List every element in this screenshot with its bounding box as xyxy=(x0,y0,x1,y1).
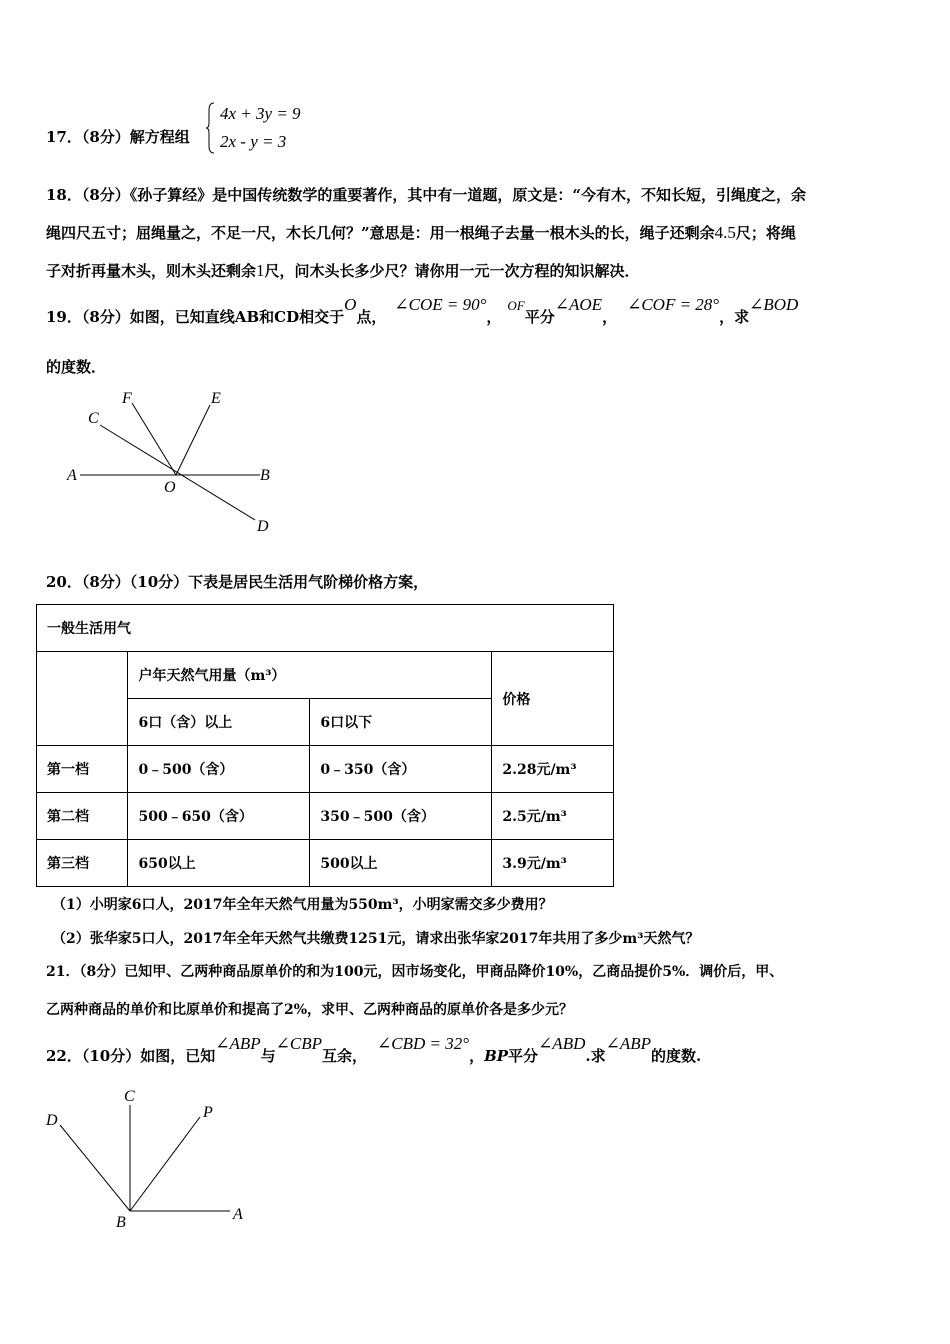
q19-text-1: 19．（8分）如图，已知直线AB和CD相交于 xyxy=(46,308,345,326)
label-a: A xyxy=(67,467,77,484)
label-c: C xyxy=(124,1088,135,1105)
q19-sep-1: ， xyxy=(486,308,502,326)
q18-text-3b: 尺，问木头长多少尺？请你用一元一次方程的知识解决． xyxy=(264,262,640,280)
tier-cell: 第一档 xyxy=(37,746,128,793)
table-row xyxy=(37,840,614,887)
question-19-line-2 xyxy=(46,348,106,386)
range-a-cell: 500﹣650（含） xyxy=(128,793,310,840)
table-row xyxy=(37,746,614,793)
label-b: B xyxy=(116,1214,126,1231)
q18-text-2a: 绳四尺五寸；屈绳量之，不足一尺，木长几何？”意思是：用一根绳子去量一根木头的长，绳子还剩余 xyxy=(46,224,715,242)
q19-text-3: 平分 xyxy=(524,308,555,326)
price-cell: 2.5元/m³ xyxy=(492,793,614,840)
question-21-line-2 xyxy=(46,991,573,1029)
q19-text-2: 点， xyxy=(356,308,387,326)
label-p: P xyxy=(203,1104,213,1121)
ray-of xyxy=(132,403,176,475)
q22-angle-cbd: ∠CBD = 32° xyxy=(377,1034,470,1053)
q22-text-6: .求 xyxy=(585,1047,606,1065)
equation-2: 2x - y = 3 xyxy=(220,132,287,151)
question-18-line-1 xyxy=(46,176,806,214)
q17-prefix: 17．（8分）解方程组 xyxy=(46,128,190,146)
tier-cell: 第三档 xyxy=(37,840,128,887)
label-b: B xyxy=(260,467,270,484)
q19-point-o: O xyxy=(344,295,357,314)
range-b-cell: 350﹣500（含） xyxy=(310,793,492,840)
q19-angle-bod: ∠BOD xyxy=(749,295,799,314)
q22-text-1: 22．（10分）如图，已知 xyxy=(46,1047,216,1065)
q19-text-4: ，求 xyxy=(719,308,750,326)
label-d: D xyxy=(46,1112,58,1129)
q22-text-2: 与 xyxy=(260,1047,276,1065)
label-a: A xyxy=(233,1206,243,1223)
q22-angle-abp: ∠ABP xyxy=(215,1034,261,1053)
q19-angle-coe: ∠COE = 90° xyxy=(394,295,487,314)
q22-ray-bp: BP xyxy=(484,1047,509,1065)
question-21-line-1 xyxy=(46,953,783,991)
q22-angle-cbp: ∠CBP xyxy=(275,1034,323,1053)
q19-sep-2: ， xyxy=(602,308,618,326)
label-c: C xyxy=(88,410,99,427)
q22-angle-abp-2: ∠ABP xyxy=(605,1034,651,1053)
question-20-title xyxy=(46,563,428,601)
price-cell: 2.28元/m³ xyxy=(492,746,614,793)
tier-cell: 第二档 xyxy=(37,793,128,840)
q18-number-1: 1 xyxy=(256,261,265,280)
q19-angle-aoe: ∠AOE xyxy=(554,295,603,314)
q22-text-4: ， xyxy=(469,1047,485,1065)
figure-22-lines xyxy=(40,1085,260,1235)
table-header: 一般生活用气 xyxy=(37,605,614,652)
col-six-or-more: 6口（含）以上 xyxy=(128,699,310,746)
price-cell: 3.9元/m³ xyxy=(492,840,614,887)
label-d: D xyxy=(257,518,269,535)
q18-number-4-5: 4.5 xyxy=(714,223,736,242)
q22-angle-abd: ∠ABD xyxy=(538,1034,586,1053)
label-e: E xyxy=(211,390,221,407)
range-b-cell: 0﹣350（含） xyxy=(310,746,492,793)
label-o: O xyxy=(164,479,176,496)
q18-text-3a: 子对折再量木头，则木头还剩余 xyxy=(46,262,257,280)
q22-text-5: 平分 xyxy=(508,1047,539,1065)
table-empty-cell xyxy=(37,652,128,746)
q20-sub-2: （2）张华家5口人，2017年全年天然气共缴费1251元，请求出张华家2017年共用了多少m³天然气？ xyxy=(52,931,700,947)
ray-bp xyxy=(130,1117,200,1211)
usage-header-text: 户年天然气用量（m³） xyxy=(138,668,286,684)
question-18-line-2 xyxy=(46,214,796,252)
system-brace-icon xyxy=(205,102,215,154)
range-a-cell: 0﹣500（含） xyxy=(128,746,310,793)
question-22 xyxy=(46,1034,702,1075)
ray-oe xyxy=(176,405,210,475)
question-17 xyxy=(46,118,190,156)
col-under-six: 6口以下 xyxy=(310,699,492,746)
q20-title-text: 20．（8分）（10分）下表是居民生活用气阶梯价格方案， xyxy=(46,573,429,591)
q21-text-2: 乙两种商品的单价和比原单价和提高了2%，求甲、乙两种商品的原单价各是多少元？ xyxy=(46,1002,574,1018)
gas-price-table xyxy=(36,604,614,887)
ray-bd xyxy=(60,1125,130,1211)
table-row xyxy=(37,793,614,840)
q19-angle-cof: ∠COF = 28° xyxy=(627,295,720,314)
price-header: 价格 xyxy=(492,652,614,746)
q20-sub-1: （1）小明家6口人，2017年全年天然气用量为550m³，小明家需交多少费用？ xyxy=(52,897,553,913)
range-a-cell: 650以上 xyxy=(128,840,310,887)
q18-text-2b: 尺；将绳 xyxy=(735,224,796,242)
q18-text-1: 18．（8分）《孙子算经》是中国传统数学的重要著作，其中有一道题，原文是：“今有木，不知长短，引绳度之，余 xyxy=(46,186,806,204)
q19-text-5: 的度数． xyxy=(46,358,107,376)
range-b-cell: 500以上 xyxy=(310,840,492,887)
q22-text-7: 的度数. xyxy=(651,1047,702,1065)
question-19-line-1 xyxy=(46,295,799,337)
q21-text-1: 21．（8分）已知甲、乙两种商品原单价的和为100元，因市场变化，甲商品降价10%，乙商品提价5%．调价后，甲、 xyxy=(46,964,784,980)
equation-1: 4x + 3y = 9 xyxy=(220,104,301,123)
usage-header xyxy=(128,652,492,699)
question-18-line-3 xyxy=(46,252,640,290)
q19-ray-of: OF xyxy=(507,298,525,313)
q22-text-3: 互余， xyxy=(322,1047,368,1065)
label-f: F xyxy=(122,390,132,407)
equation-system xyxy=(220,100,301,156)
figure-19-lines xyxy=(60,385,290,545)
